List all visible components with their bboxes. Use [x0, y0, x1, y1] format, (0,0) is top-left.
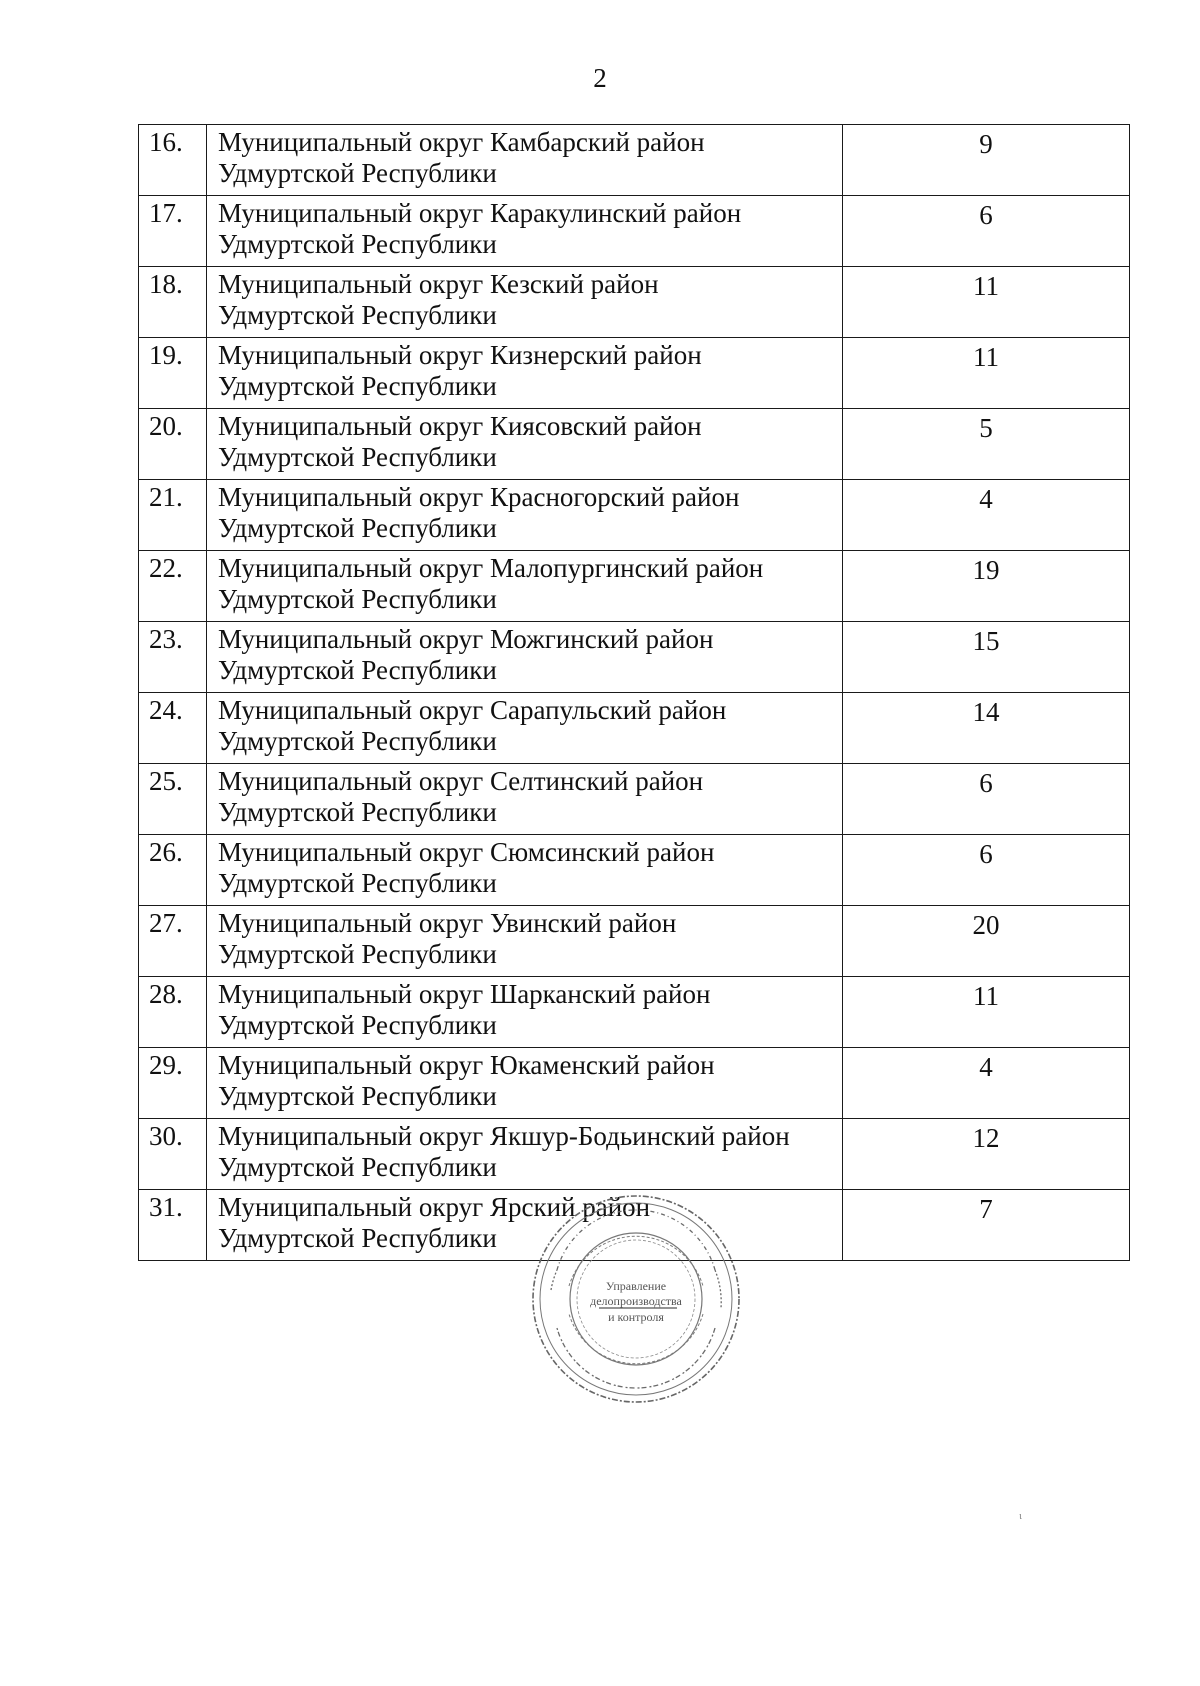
row-value-text: 6 — [979, 200, 993, 230]
row-number-text: 20. — [149, 411, 183, 441]
table-body — [139, 125, 1130, 1261]
table-row — [139, 1119, 1130, 1190]
row-number — [139, 480, 207, 551]
district-name-line2: Удмуртской Республики — [218, 726, 497, 756]
row-number — [139, 267, 207, 338]
district-name-line1: Муниципальный округ Кизнерский район — [218, 340, 702, 370]
table-row — [139, 409, 1130, 480]
district-name-line2: Удмуртской Республики — [218, 1081, 497, 1111]
district-name — [207, 551, 843, 622]
row-value — [843, 267, 1130, 338]
district-name — [207, 1119, 843, 1190]
table-row — [139, 622, 1130, 693]
row-value-text: 4 — [979, 1052, 993, 1082]
row-value — [843, 764, 1130, 835]
district-name-line2: Удмуртской Республики — [218, 584, 497, 614]
row-value — [843, 125, 1130, 196]
district-name-line1: Муниципальный округ Кезский район — [218, 269, 659, 299]
row-number — [139, 551, 207, 622]
district-name-line2: Удмуртской Республики — [218, 939, 497, 969]
district-name-line2: Удмуртской Республики — [218, 158, 497, 188]
district-name — [207, 480, 843, 551]
row-value-text: 12 — [972, 1123, 1000, 1153]
district-name-line2: Удмуртской Республики — [218, 1152, 497, 1182]
row-number-text: 22. — [149, 553, 183, 583]
table-row — [139, 835, 1130, 906]
table-row — [139, 125, 1130, 196]
row-number — [139, 906, 207, 977]
row-value-text: 7 — [979, 1194, 993, 1224]
district-name — [207, 693, 843, 764]
district-name — [207, 764, 843, 835]
row-number — [139, 196, 207, 267]
row-value — [843, 480, 1130, 551]
district-name — [207, 267, 843, 338]
district-name-line2: Удмуртской Республики — [218, 797, 497, 827]
table-row — [139, 764, 1130, 835]
district-name-line1: Муниципальный округ Шарканский район — [218, 979, 711, 1009]
row-value — [843, 835, 1130, 906]
table-row — [139, 338, 1130, 409]
row-number-text: 27. — [149, 908, 183, 938]
row-value-text: 6 — [979, 839, 993, 869]
row-number — [139, 409, 207, 480]
district-name-line2: Удмуртской Республики — [218, 655, 497, 685]
district-name-line1: Муниципальный округ Ярский район — [218, 1192, 651, 1222]
table-row — [139, 267, 1130, 338]
row-value — [843, 1119, 1130, 1190]
row-value — [843, 196, 1130, 267]
district-name-line1: Муниципальный округ Сарапульский район — [218, 695, 727, 725]
row-value-text: 9 — [979, 129, 993, 159]
row-number — [139, 693, 207, 764]
district-name-line2: Удмуртской Республики — [218, 868, 497, 898]
table-row — [139, 1048, 1130, 1119]
district-name-line1: Муниципальный округ Юкаменский район — [218, 1050, 715, 1080]
table-row — [139, 480, 1130, 551]
row-number-text: 26. — [149, 837, 183, 867]
district-name — [207, 906, 843, 977]
row-value-text: 19 — [972, 555, 1000, 585]
district-name — [207, 835, 843, 906]
row-value-text: 5 — [979, 413, 993, 443]
district-name-line1: Муниципальный округ Якшур-Бодьинский район — [218, 1121, 790, 1151]
row-number-text: 30. — [149, 1121, 183, 1151]
district-name — [207, 196, 843, 267]
row-value — [843, 1048, 1130, 1119]
district-name-line2: Удмуртской Республики — [218, 371, 497, 401]
table-row — [139, 693, 1130, 764]
seal-graphic — [527, 1190, 745, 1408]
row-value — [843, 338, 1130, 409]
row-value-text: 20 — [972, 910, 1000, 940]
stray-mark: ι — [1019, 1510, 1022, 1522]
row-value — [843, 409, 1130, 480]
row-value-text: 15 — [972, 626, 1000, 656]
row-number-text: 24. — [149, 695, 183, 725]
row-number-text: 18. — [149, 269, 183, 299]
row-number — [139, 764, 207, 835]
row-value-text: 11 — [973, 271, 999, 301]
district-name-line2: Удмуртской Республики — [218, 300, 497, 330]
district-name-line2: Удмуртской Республики — [218, 1010, 497, 1040]
table-row — [139, 196, 1130, 267]
district-name — [207, 1190, 843, 1261]
row-value — [843, 693, 1130, 764]
districts-table — [138, 124, 1130, 1261]
district-name-line1: Муниципальный округ Киясовский район — [218, 411, 702, 441]
row-number-text: 29. — [149, 1050, 183, 1080]
table-row — [139, 977, 1130, 1048]
district-name — [207, 977, 843, 1048]
table-row — [139, 906, 1130, 977]
district-name-line2: Удмуртской Республики — [218, 1223, 497, 1253]
row-number — [139, 1190, 207, 1261]
row-number — [139, 977, 207, 1048]
row-number — [139, 338, 207, 409]
district-name-line2: Удмуртской Республики — [218, 229, 497, 259]
row-number-text: 23. — [149, 624, 183, 654]
row-number-text: 25. — [149, 766, 183, 796]
district-name-line1: Муниципальный округ Можгинский район — [218, 624, 714, 654]
district-name-line1: Муниципальный округ Каракулинский район — [218, 198, 742, 228]
seal-line-3: и контроля — [608, 1310, 664, 1324]
district-name — [207, 1048, 843, 1119]
row-value — [843, 977, 1130, 1048]
district-name-line1: Муниципальный округ Камбарский район — [218, 127, 705, 157]
row-number — [139, 1048, 207, 1119]
row-number-text: 17. — [149, 198, 183, 228]
official-seal — [527, 1190, 745, 1408]
seal-line-2: делопроизводства — [590, 1294, 682, 1308]
district-name — [207, 125, 843, 196]
row-number-text: 31. — [149, 1192, 183, 1222]
row-number-text: 28. — [149, 979, 183, 1009]
row-value — [843, 906, 1130, 977]
district-name-line1: Муниципальный округ Красногорский район — [218, 482, 740, 512]
row-number-text: 16. — [149, 127, 183, 157]
district-name-line1: Муниципальный округ Увинский район — [218, 908, 677, 938]
row-number — [139, 1119, 207, 1190]
district-name-line2: Удмуртской Республики — [218, 513, 497, 543]
district-name — [207, 409, 843, 480]
row-value-text: 11 — [973, 981, 999, 1011]
district-name-line2: Удмуртской Республики — [218, 442, 497, 472]
row-value — [843, 551, 1130, 622]
row-value-text: 11 — [973, 342, 999, 372]
page-number: 2 — [593, 63, 607, 93]
row-number — [139, 125, 207, 196]
row-value — [843, 1190, 1130, 1261]
row-value-text: 14 — [972, 697, 1000, 727]
district-name — [207, 338, 843, 409]
table-row — [139, 551, 1130, 622]
district-name-line1: Муниципальный округ Селтинский район — [218, 766, 704, 796]
row-value-text: 4 — [979, 484, 993, 514]
district-name — [207, 622, 843, 693]
row-number-text: 19. — [149, 340, 183, 370]
row-number — [139, 835, 207, 906]
district-name-line1: Муниципальный округ Сюмсинский район — [218, 837, 715, 867]
row-value — [843, 622, 1130, 693]
seal-line-1: Управление — [605, 1279, 667, 1293]
row-value-text: 6 — [979, 768, 993, 798]
row-number-text: 21. — [149, 482, 183, 512]
row-number — [139, 622, 207, 693]
district-name-line1: Муниципальный округ Малопургинский район — [218, 553, 764, 583]
